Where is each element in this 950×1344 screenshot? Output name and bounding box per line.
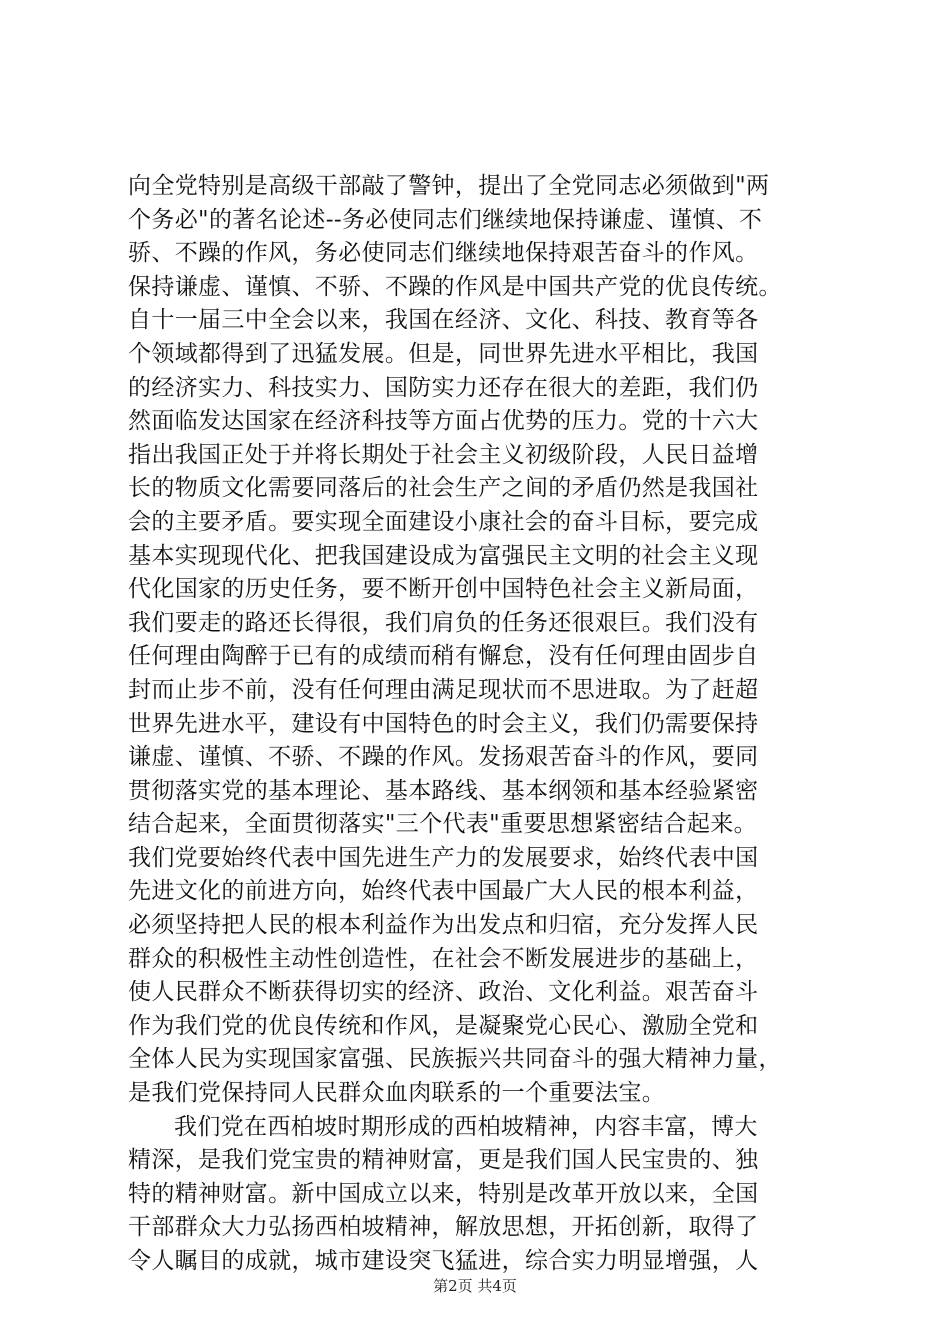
text-line: 指出我国正处于并将长期处于社会主义初级阶段，人民日益增 [128,441,759,468]
text-line: 自十一届三中全会以来，我国在经济、文化、科技、教育等各 [128,307,759,334]
text-line: 使人民群众不断获得切实的经济、政治、文化利益。艰苦奋斗 [128,979,759,1006]
text-line: 必须坚持把人民的根本利益作为出发点和归宿，充分发挥人民 [128,912,759,939]
text-line: 群众的积极性主动性创造性，在社会不断发展进步的基础上， [128,945,759,972]
text-line: 全体人民为实现国家富强、民族振兴共同奋斗的强大精神力量， [128,1046,782,1073]
page-footer: 第2页 共4页 [433,1277,517,1295]
text-line: 世界先进水平，建设有中国特色的时会主义，我们仍需要保持 [128,710,759,737]
text-line: 的经济实力、科技实力、国防实力还存在很大的差距，我们仍 [128,374,759,401]
text-line: 个领域都得到了迅猛发展。但是，同世界先进水平相比，我国 [128,340,759,367]
text-line: 骄、不躁的作风，务必使同志们继续地保持艰苦奋斗的作风。 [128,240,759,267]
text-line: 会的主要矛盾。要实现全面建设小康社会的奋斗目标，要完成 [128,508,759,535]
paragraph-first-line: 我们党在西柏坡时期形成的西柏坡精神，内容丰富，博大 [174,1113,758,1140]
text-line: 结合起来，全面贯彻落实"三个代表"重要思想紧密结合起来。 [128,811,757,838]
text-line: 然面临发达国家在经济科技等方面占优势的压力。党的十六大 [128,408,759,435]
text-line: 谦虚、谨慎、不骄、不躁的作风。发扬艰苦奋斗的作风，要同 [128,744,759,771]
text-line: 长的物质文化需要同落后的社会生产之间的矛盾仍然是我国社 [128,475,759,502]
text-line: 精深，是我们党宝贵的精神财富，更是我们国人民宝贵的、独 [128,1147,759,1174]
text-line: 代化国家的历史任务，要不断开创中国特色社会主义新局面， [128,576,759,603]
text-line: 个务必"的著名论述--务必使同志们继续地保持谦虚、谨慎、不 [128,206,763,233]
text-line: 贯彻落实党的基本理论、基本路线、基本纲领和基本经验紧密 [128,777,759,804]
text-line: 我们要走的路还长得很，我们肩负的任务还很艰巨。我们没有 [128,609,759,636]
body-text [128,170,838,1279]
text-line: 保持谦虚、谨慎、不骄、不躁的作风是中国共产党的优良传统。 [128,273,782,300]
text-line: 特的精神财富。新中国成立以来，特别是改革开放以来，全国 [128,1180,759,1207]
text-line: 任何理由陶醉于已有的成绩而稍有懈怠，没有任何理由固步自 [128,643,759,670]
text-line: 我们党要始终代表中国先进生产力的发展要求，始终代表中国 [128,844,759,871]
text-line: 向全党特别是高级干部敲了警钟，提出了全党同志必须做到"两 [128,173,770,199]
text-line: 令人瞩目的成就，城市建设突飞猛进，综合实力明显增强，人 [128,1248,759,1274]
text-line: 基本实现现代化、把我国建设成为富强民主文明的社会主义现 [128,542,759,569]
text-line: 封而止步不前，没有任何理由满足现状而不思进取。为了赶超 [128,676,759,703]
text-line: 作为我们党的优良传统和作风，是凝聚党心民心、激励全党和 [128,1012,759,1039]
text-line: 干部群众大力弘扬西柏坡精神，解放思想，开拓创新，取得了 [128,1214,759,1241]
text-line: 是我们党保持同人民群众血肉联系的一个重要法宝。 [128,1080,666,1107]
text-line: 先进文化的前进方向，始终代表中国最广大人民的根本利益， [128,878,759,905]
